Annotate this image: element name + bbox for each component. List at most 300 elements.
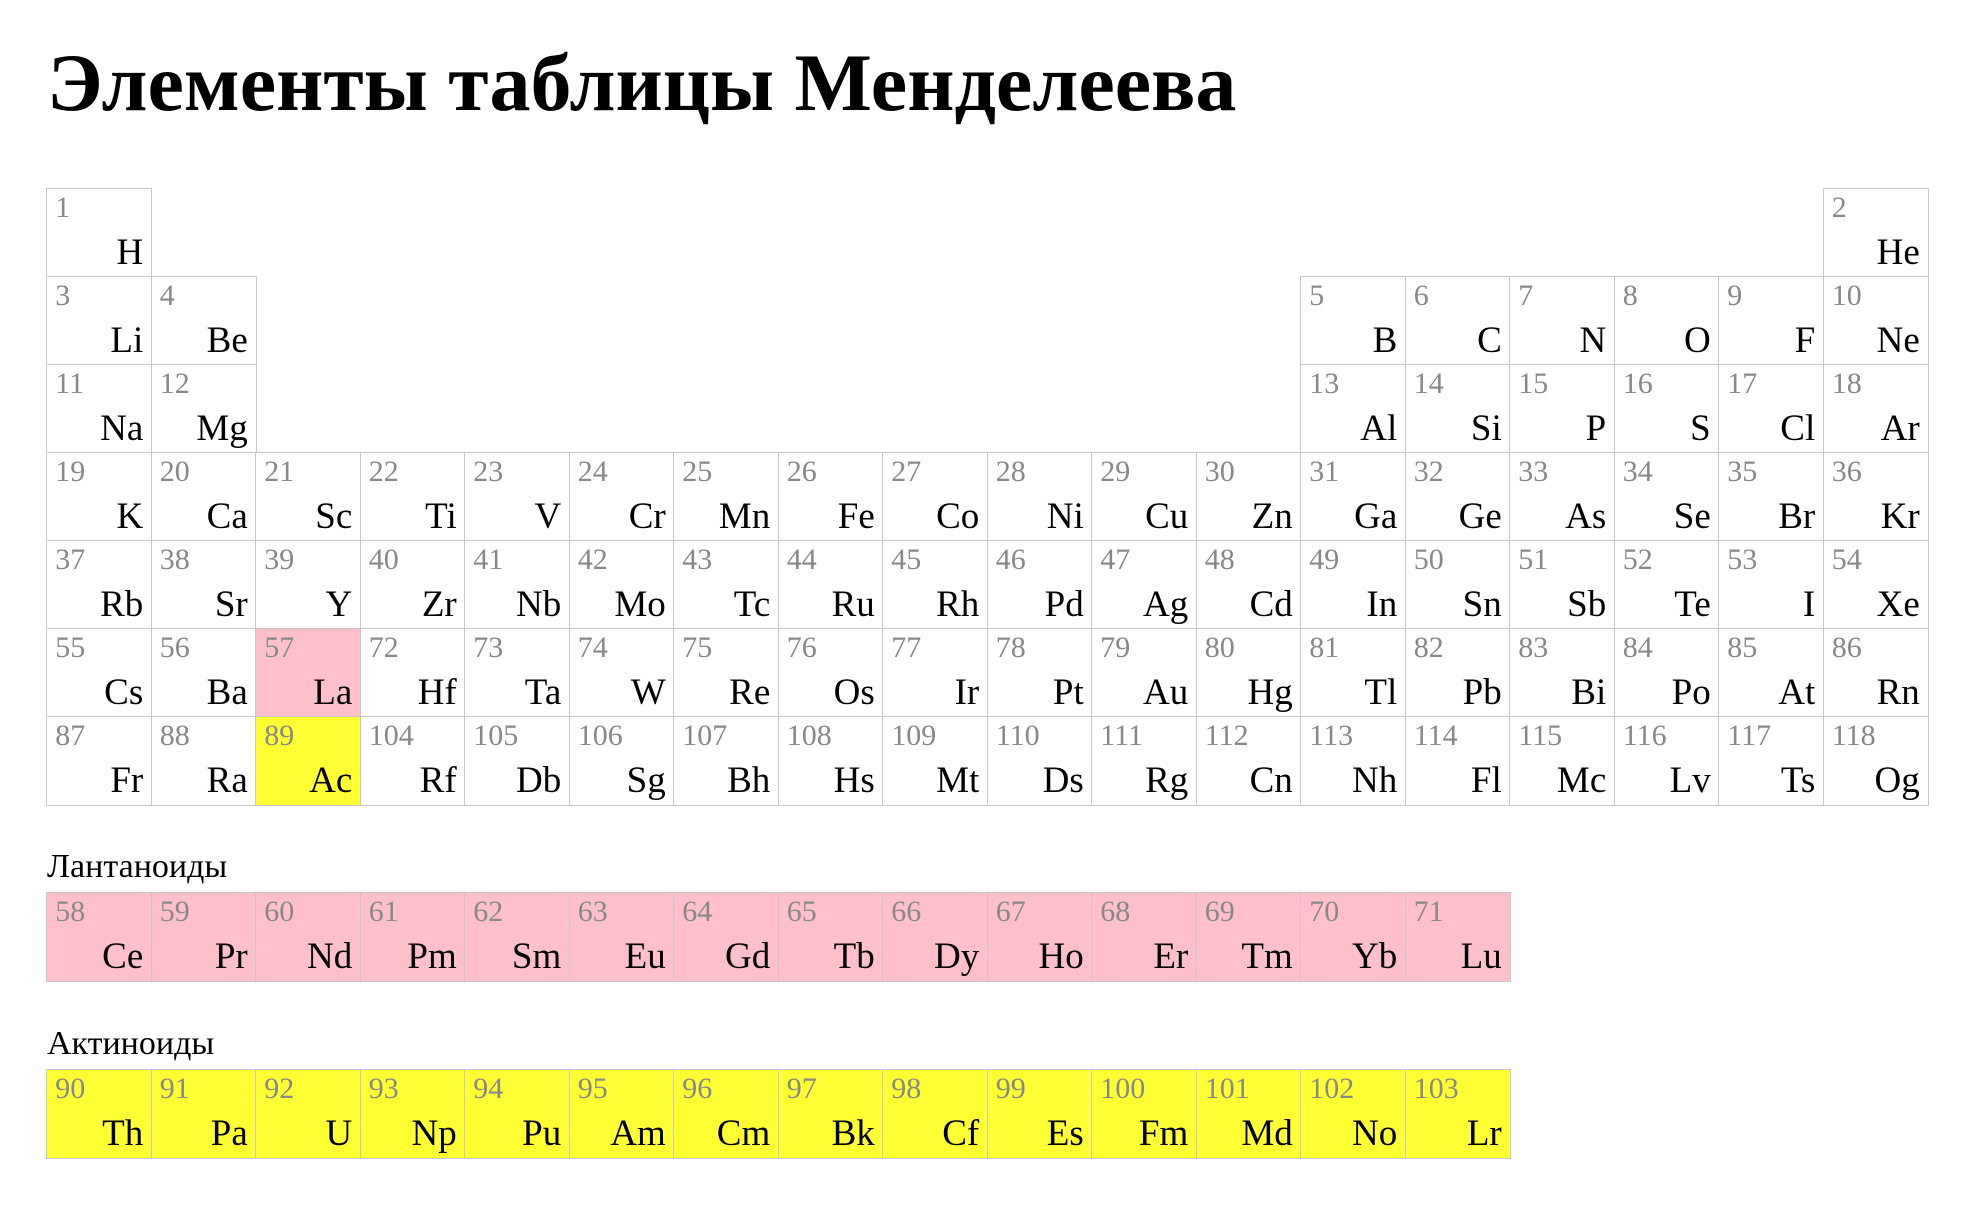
- element-cell[interactable]: [151, 452, 257, 542]
- atomic-number: 108: [786, 719, 832, 753]
- atomic-number: 76: [786, 631, 817, 665]
- atomic-number: 78: [995, 631, 1026, 665]
- atomic-number: 7: [1518, 279, 1534, 313]
- element-cell[interactable]: [1614, 364, 1720, 454]
- element-symbol: Er: [1153, 935, 1189, 977]
- element-symbol: Ba: [206, 671, 248, 713]
- element-symbol: C: [1477, 319, 1502, 361]
- element-cell[interactable]: [1300, 716, 1406, 806]
- atomic-number: 27: [891, 455, 922, 489]
- atomic-number: 42: [577, 543, 608, 577]
- atomic-number: 115: [1518, 719, 1563, 753]
- element-cell[interactable]: [1196, 452, 1302, 542]
- element-symbol: Si: [1470, 407, 1502, 449]
- element-cell[interactable]: [778, 452, 884, 542]
- element-cell[interactable]: [1196, 716, 1302, 806]
- element-symbol: Ru: [831, 583, 875, 625]
- element-symbol: Es: [1046, 1112, 1084, 1154]
- element-symbol: O: [1684, 319, 1711, 361]
- element-symbol: Sg: [626, 759, 666, 801]
- atomic-number: 90: [55, 1072, 86, 1106]
- atomic-number: 1: [55, 191, 71, 225]
- element-cell[interactable]: [1196, 628, 1302, 718]
- element-cell[interactable]: [46, 188, 152, 278]
- element-symbol: Fr: [110, 759, 144, 801]
- atomic-number: 110: [995, 719, 1040, 753]
- atomic-number: 5: [1309, 279, 1325, 313]
- element-cell[interactable]: [1405, 892, 1511, 982]
- atomic-number: 116: [1622, 719, 1667, 753]
- element-cell[interactable]: [1614, 540, 1720, 630]
- element-cell[interactable]: [464, 628, 570, 718]
- element-symbol: W: [630, 671, 666, 713]
- element-symbol: Cn: [1249, 759, 1293, 801]
- element-cell[interactable]: [255, 716, 361, 806]
- element-cell[interactable]: [673, 628, 779, 718]
- atomic-number: 102: [1309, 1072, 1355, 1106]
- element-cell[interactable]: [255, 892, 361, 982]
- element-cell[interactable]: [464, 716, 570, 806]
- element-cell[interactable]: [1300, 364, 1406, 454]
- element-symbol: Ti: [425, 495, 457, 537]
- element-cell[interactable]: [1091, 716, 1197, 806]
- element-cell[interactable]: [1091, 892, 1197, 982]
- element-symbol: Ar: [1880, 407, 1920, 449]
- element-symbol: Nh: [1352, 759, 1398, 801]
- element-cell[interactable]: [1405, 452, 1511, 542]
- atomic-number: 47: [1100, 543, 1131, 577]
- element-symbol: No: [1352, 1112, 1398, 1154]
- element-symbol: Al: [1360, 407, 1398, 449]
- element-cell[interactable]: [882, 540, 988, 630]
- element-symbol: La: [313, 671, 353, 713]
- element-cell[interactable]: [46, 276, 152, 366]
- atomic-number: 28: [995, 455, 1026, 489]
- element-symbol: Mo: [614, 583, 666, 625]
- atomic-number: 104: [368, 719, 414, 753]
- element-symbol: He: [1876, 231, 1920, 273]
- element-symbol: U: [325, 1112, 353, 1154]
- element-symbol: Xe: [1876, 583, 1920, 625]
- element-symbol: Ac: [309, 759, 353, 801]
- element-cell[interactable]: [1091, 1069, 1197, 1159]
- atomic-number: 48: [1204, 543, 1235, 577]
- element-symbol: Th: [102, 1112, 144, 1154]
- element-cell[interactable]: [1405, 1069, 1511, 1159]
- element-symbol: Na: [100, 407, 144, 449]
- atomic-number: 101: [1204, 1072, 1250, 1106]
- element-cell[interactable]: [46, 628, 152, 718]
- element-symbol: Ca: [206, 495, 248, 537]
- element-cell[interactable]: [1718, 540, 1824, 630]
- element-cell[interactable]: [255, 628, 361, 718]
- element-symbol: Ho: [1038, 935, 1084, 977]
- atomic-number: 3: [55, 279, 71, 313]
- element-symbol: Mg: [196, 407, 248, 449]
- element-cell[interactable]: [46, 1069, 152, 1159]
- element-cell[interactable]: [464, 540, 570, 630]
- atomic-number: 22: [368, 455, 399, 489]
- element-cell[interactable]: [1091, 452, 1197, 542]
- element-cell[interactable]: [1718, 716, 1824, 806]
- atomic-number: 97: [786, 1072, 817, 1106]
- element-cell[interactable]: [1614, 452, 1720, 542]
- atomic-number: 111: [1100, 719, 1144, 753]
- atomic-number: 62: [473, 895, 504, 929]
- atomic-number: 107: [682, 719, 728, 753]
- element-cell[interactable]: [360, 716, 466, 806]
- element-cell[interactable]: [1405, 716, 1511, 806]
- element-symbol: Y: [325, 583, 353, 625]
- atomic-number: 112: [1204, 719, 1249, 753]
- element-symbol: H: [116, 231, 144, 273]
- element-cell[interactable]: [464, 452, 570, 542]
- element-cell[interactable]: [673, 716, 779, 806]
- element-symbol: Au: [1143, 671, 1189, 713]
- atomic-number: 31: [1309, 455, 1340, 489]
- element-symbol: Eu: [624, 935, 666, 977]
- element-cell[interactable]: [255, 540, 361, 630]
- atomic-number: 94: [473, 1072, 504, 1106]
- atomic-number: 92: [264, 1072, 295, 1106]
- element-cell[interactable]: [1823, 276, 1929, 366]
- atomic-number: 37: [55, 543, 86, 577]
- element-symbol: Pd: [1044, 583, 1084, 625]
- element-symbol: Cf: [942, 1112, 980, 1154]
- element-cell[interactable]: [1509, 452, 1615, 542]
- element-cell[interactable]: [1405, 628, 1511, 718]
- element-cell[interactable]: [569, 452, 675, 542]
- element-symbol: I: [1802, 583, 1816, 625]
- element-symbol: Ga: [1354, 495, 1398, 537]
- element-symbol: Pa: [210, 1112, 248, 1154]
- lanthanides-label: Лантаноиды: [47, 848, 228, 885]
- element-symbol: Lr: [1466, 1112, 1502, 1154]
- element-symbol: Pt: [1052, 671, 1084, 713]
- element-cell[interactable]: [569, 716, 675, 806]
- atomic-number: 18: [1831, 367, 1862, 401]
- element-symbol: Br: [1778, 495, 1816, 537]
- element-symbol: Ge: [1458, 495, 1502, 537]
- element-symbol: Sc: [315, 495, 353, 537]
- atomic-number: 24: [577, 455, 608, 489]
- atomic-number: 25: [682, 455, 713, 489]
- element-symbol: Dy: [934, 935, 980, 977]
- element-cell[interactable]: [673, 892, 779, 982]
- atomic-number: 87: [55, 719, 86, 753]
- atomic-number: 86: [1831, 631, 1862, 665]
- atomic-number: 13: [1309, 367, 1340, 401]
- element-cell[interactable]: [1718, 276, 1824, 366]
- element-symbol: Sm: [511, 935, 562, 977]
- element-symbol: Rb: [100, 583, 144, 625]
- atomic-number: 4: [159, 279, 175, 313]
- element-symbol: Pm: [407, 935, 457, 977]
- atomic-number: 44: [786, 543, 817, 577]
- element-cell[interactable]: [151, 628, 257, 718]
- atomic-number: 55: [55, 631, 86, 665]
- element-cell[interactable]: [987, 1069, 1093, 1159]
- element-cell[interactable]: [569, 628, 675, 718]
- actinides-label: Актиноиды: [47, 1025, 215, 1062]
- atomic-number: 2: [1831, 191, 1847, 225]
- atomic-number: 8: [1622, 279, 1638, 313]
- element-cell[interactable]: [1509, 540, 1615, 630]
- element-symbol: Ni: [1046, 495, 1084, 537]
- atomic-number: 61: [368, 895, 399, 929]
- atomic-number: 35: [1727, 455, 1758, 489]
- element-cell[interactable]: [1823, 628, 1929, 718]
- element-symbol: Zr: [421, 583, 457, 625]
- atomic-number: 72: [368, 631, 399, 665]
- element-cell[interactable]: [1509, 716, 1615, 806]
- element-symbol: Cr: [628, 495, 666, 537]
- atomic-number: 118: [1831, 719, 1876, 753]
- atomic-number: 50: [1413, 543, 1444, 577]
- element-symbol: Db: [516, 759, 562, 801]
- periodic-table-grid: [47, 189, 1928, 805]
- atomic-number: 67: [995, 895, 1026, 929]
- atomic-number: 49: [1309, 543, 1340, 577]
- atomic-number: 80: [1204, 631, 1235, 665]
- element-symbol: Po: [1671, 671, 1711, 713]
- element-cell[interactable]: [1823, 364, 1929, 454]
- atomic-number: 113: [1309, 719, 1354, 753]
- atomic-number: 64: [682, 895, 713, 929]
- element-cell[interactable]: [151, 276, 257, 366]
- element-cell[interactable]: [360, 1069, 466, 1159]
- element-cell[interactable]: [360, 628, 466, 718]
- element-symbol: Mc: [1556, 759, 1607, 801]
- element-cell[interactable]: [1614, 628, 1720, 718]
- element-cell[interactable]: [1823, 188, 1929, 278]
- element-cell[interactable]: [46, 364, 152, 454]
- element-cell[interactable]: [255, 452, 361, 542]
- element-symbol: Yb: [1352, 935, 1398, 977]
- element-cell[interactable]: [1718, 452, 1824, 542]
- element-cell[interactable]: [46, 540, 152, 630]
- element-cell[interactable]: [1614, 276, 1720, 366]
- element-cell[interactable]: [1300, 276, 1406, 366]
- element-cell[interactable]: [987, 628, 1093, 718]
- atomic-number: 45: [891, 543, 922, 577]
- element-symbol: Bi: [1571, 671, 1607, 713]
- element-cell[interactable]: [1509, 628, 1615, 718]
- element-cell[interactable]: [46, 452, 152, 542]
- element-cell[interactable]: [1405, 364, 1511, 454]
- element-cell[interactable]: [1196, 892, 1302, 982]
- atomic-number: 74: [577, 631, 608, 665]
- element-cell[interactable]: [1614, 716, 1720, 806]
- element-symbol: Cm: [716, 1112, 771, 1154]
- element-cell[interactable]: [1300, 628, 1406, 718]
- atomic-number: 77: [891, 631, 922, 665]
- element-symbol: Fm: [1138, 1112, 1189, 1154]
- element-cell[interactable]: [1509, 276, 1615, 366]
- element-symbol: Ne: [1876, 319, 1920, 361]
- atomic-number: 84: [1622, 631, 1653, 665]
- element-cell[interactable]: [987, 716, 1093, 806]
- atomic-number: 73: [473, 631, 504, 665]
- element-cell[interactable]: [673, 540, 779, 630]
- element-symbol: Tc: [733, 583, 771, 625]
- element-cell[interactable]: [987, 540, 1093, 630]
- atomic-number: 57: [264, 631, 295, 665]
- atomic-number: 6: [1413, 279, 1429, 313]
- element-symbol: Ts: [1780, 759, 1816, 801]
- atomic-number: 20: [159, 455, 190, 489]
- element-symbol: Rf: [419, 759, 457, 801]
- atomic-number: 54: [1831, 543, 1862, 577]
- element-cell[interactable]: [1405, 276, 1511, 366]
- element-cell[interactable]: [360, 892, 466, 982]
- element-cell[interactable]: [255, 1069, 361, 1159]
- element-symbol: Md: [1241, 1112, 1293, 1154]
- element-cell[interactable]: [1405, 540, 1511, 630]
- element-symbol: Hg: [1247, 671, 1293, 713]
- element-symbol: Zn: [1251, 495, 1293, 537]
- element-symbol: Kr: [1880, 495, 1920, 537]
- element-cell[interactable]: [360, 452, 466, 542]
- element-cell[interactable]: [1091, 540, 1197, 630]
- atomic-number: 46: [995, 543, 1026, 577]
- element-symbol: Ds: [1042, 759, 1084, 801]
- element-cell[interactable]: [882, 892, 988, 982]
- element-symbol: Re: [729, 671, 771, 713]
- element-symbol: Tl: [1364, 671, 1398, 713]
- element-cell[interactable]: [1718, 628, 1824, 718]
- element-cell[interactable]: [778, 540, 884, 630]
- atomic-number: 81: [1309, 631, 1340, 665]
- element-cell[interactable]: [569, 540, 675, 630]
- atomic-number: 10: [1831, 279, 1862, 313]
- element-symbol: Ce: [102, 935, 144, 977]
- atomic-number: 98: [891, 1072, 922, 1106]
- element-symbol: Nb: [516, 583, 562, 625]
- atomic-number: 59: [159, 895, 190, 929]
- element-cell[interactable]: [1196, 1069, 1302, 1159]
- atomic-number: 79: [1100, 631, 1131, 665]
- element-cell[interactable]: [882, 1069, 988, 1159]
- element-cell[interactable]: [778, 716, 884, 806]
- element-cell[interactable]: [1300, 540, 1406, 630]
- element-cell[interactable]: [987, 892, 1093, 982]
- element-symbol: Tb: [833, 935, 875, 977]
- atomic-number: 109: [891, 719, 937, 753]
- element-symbol: Sn: [1462, 583, 1502, 625]
- atomic-number: 85: [1727, 631, 1758, 665]
- atomic-number: 38: [159, 543, 190, 577]
- element-symbol: Ra: [206, 759, 248, 801]
- atomic-number: 89: [264, 719, 295, 753]
- atomic-number: 95: [577, 1072, 608, 1106]
- atomic-number: 41: [473, 543, 504, 577]
- atomic-number: 16: [1622, 367, 1653, 401]
- atomic-number: 99: [995, 1072, 1026, 1106]
- atomic-number: 71: [1413, 895, 1444, 929]
- element-cell[interactable]: [778, 628, 884, 718]
- element-symbol: K: [116, 495, 144, 537]
- element-cell[interactable]: [1300, 452, 1406, 542]
- atomic-number: 53: [1727, 543, 1758, 577]
- element-cell[interactable]: [360, 540, 466, 630]
- element-symbol: Hs: [833, 759, 875, 801]
- element-cell[interactable]: [1509, 364, 1615, 454]
- element-symbol: In: [1366, 583, 1398, 625]
- atomic-number: 93: [368, 1072, 399, 1106]
- element-cell[interactable]: [569, 1069, 675, 1159]
- element-cell[interactable]: [673, 452, 779, 542]
- element-symbol: Am: [610, 1112, 666, 1154]
- element-symbol: Co: [936, 495, 980, 537]
- element-symbol: N: [1579, 319, 1607, 361]
- element-symbol: Gd: [725, 935, 771, 977]
- element-cell[interactable]: [464, 892, 570, 982]
- atomic-number: 96: [682, 1072, 713, 1106]
- element-cell[interactable]: [151, 364, 257, 454]
- element-cell[interactable]: [1718, 364, 1824, 454]
- element-symbol: Pr: [214, 935, 248, 977]
- element-cell[interactable]: [882, 716, 988, 806]
- element-cell[interactable]: [1300, 1069, 1406, 1159]
- element-symbol: Mn: [718, 495, 771, 537]
- element-cell[interactable]: [151, 540, 257, 630]
- element-cell[interactable]: [1823, 452, 1929, 542]
- element-symbol: Fl: [1470, 759, 1502, 801]
- atomic-number: 33: [1518, 455, 1549, 489]
- atomic-number: 75: [682, 631, 713, 665]
- element-symbol: Cs: [104, 671, 144, 713]
- element-cell[interactable]: [46, 892, 152, 982]
- atomic-number: 70: [1309, 895, 1340, 929]
- element-cell[interactable]: [882, 628, 988, 718]
- element-cell[interactable]: [987, 452, 1093, 542]
- element-cell[interactable]: [673, 1069, 779, 1159]
- atomic-number: 66: [891, 895, 922, 929]
- element-cell[interactable]: [778, 892, 884, 982]
- element-cell[interactable]: [1300, 892, 1406, 982]
- lanthanides-row: [47, 893, 1510, 981]
- element-symbol: Ag: [1143, 583, 1189, 625]
- element-cell[interactable]: [1196, 540, 1302, 630]
- element-cell[interactable]: [151, 892, 257, 982]
- atomic-number: 43: [682, 543, 713, 577]
- atomic-number: 58: [55, 895, 86, 929]
- element-cell[interactable]: [1823, 716, 1929, 806]
- element-symbol: Sb: [1567, 583, 1607, 625]
- element-cell[interactable]: [46, 716, 152, 806]
- atomic-number: 21: [264, 455, 295, 489]
- atomic-number: 23: [473, 455, 504, 489]
- element-cell[interactable]: [151, 1069, 257, 1159]
- atomic-number: 32: [1413, 455, 1444, 489]
- atomic-number: 65: [786, 895, 817, 929]
- element-symbol: Be: [206, 319, 248, 361]
- element-cell[interactable]: [569, 892, 675, 982]
- element-symbol: Cd: [1249, 583, 1293, 625]
- element-cell[interactable]: [778, 1069, 884, 1159]
- atomic-number: 106: [577, 719, 623, 753]
- element-cell[interactable]: [1823, 540, 1929, 630]
- element-symbol: Bh: [727, 759, 771, 801]
- atomic-number: 63: [577, 895, 608, 929]
- element-cell[interactable]: [882, 452, 988, 542]
- element-cell[interactable]: [151, 716, 257, 806]
- element-cell[interactable]: [464, 1069, 570, 1159]
- atomic-number: 56: [159, 631, 190, 665]
- element-symbol: S: [1690, 407, 1711, 449]
- element-cell[interactable]: [1091, 628, 1197, 718]
